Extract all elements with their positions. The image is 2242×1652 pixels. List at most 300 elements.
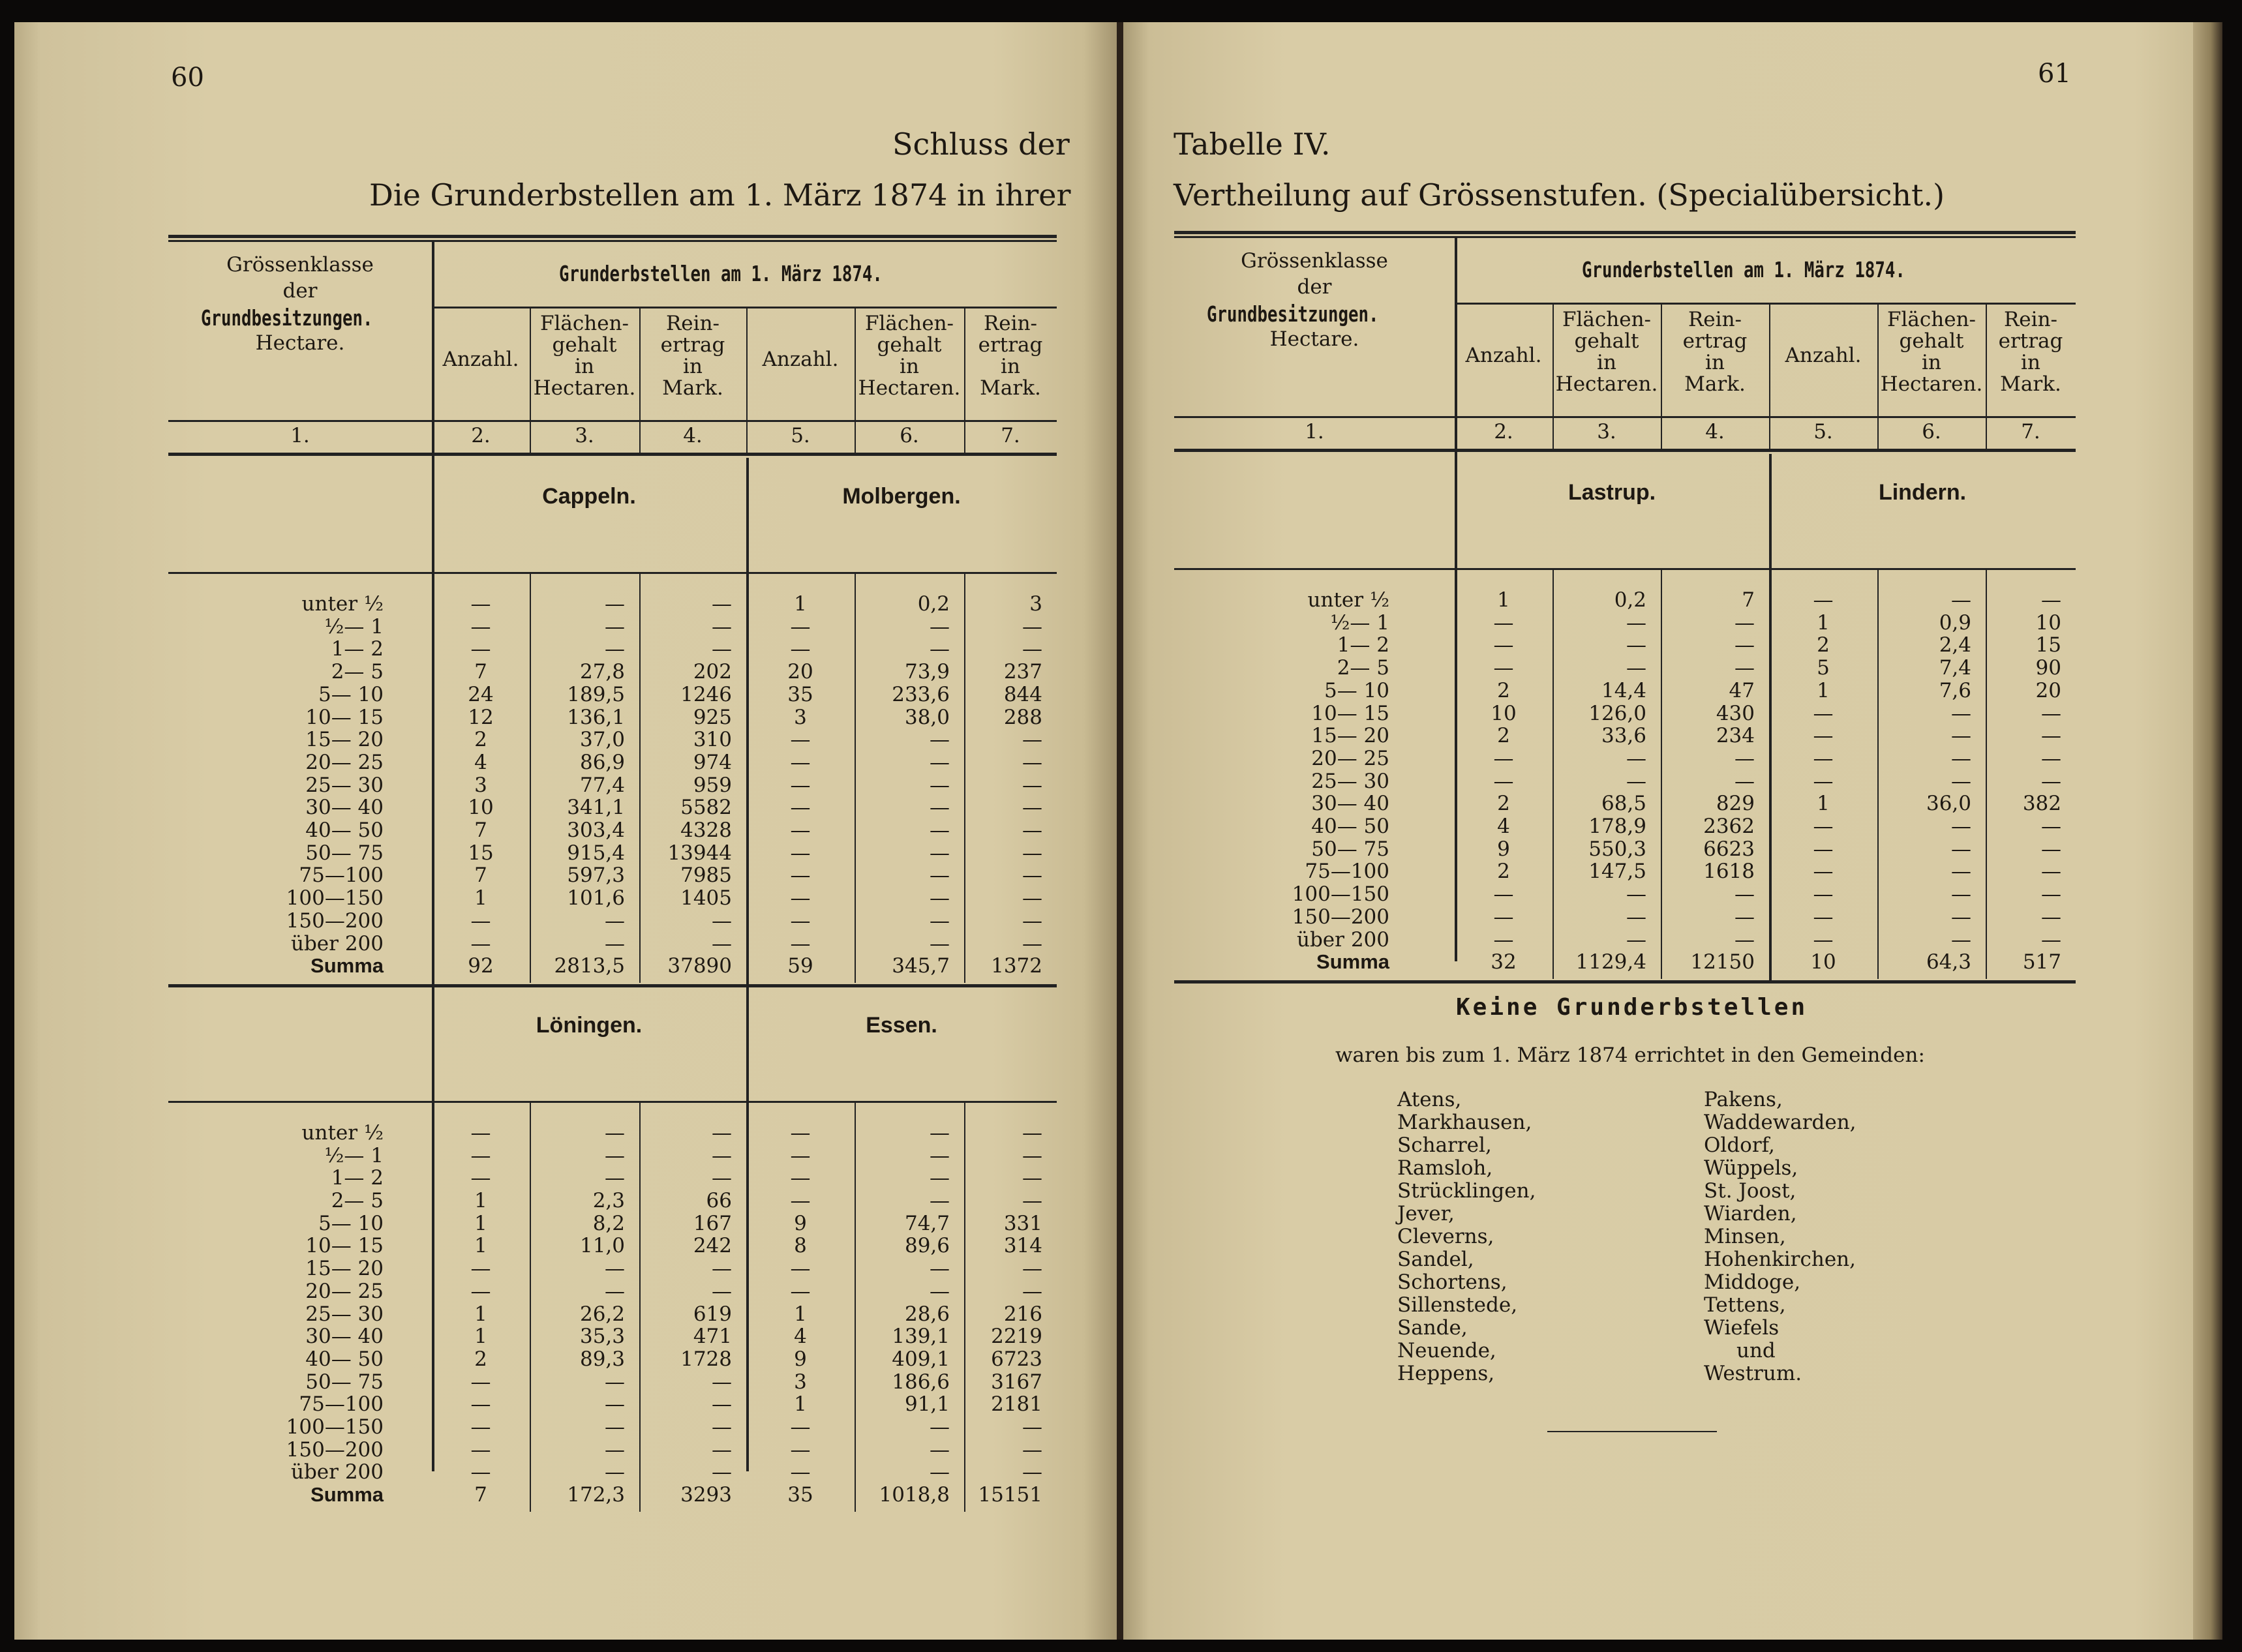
column-number: 6.	[900, 424, 919, 447]
table-cell: 2	[474, 1347, 487, 1371]
table-cell: 3	[1029, 592, 1042, 616]
table-cell: 3167	[991, 1370, 1042, 1394]
table-cell: 202	[693, 660, 732, 684]
size-class-label: 10— 15	[305, 1234, 384, 1258]
table-cell: —	[1022, 1257, 1042, 1281]
table-cell: —	[712, 1166, 732, 1190]
table-cell: —	[930, 931, 950, 955]
header-col1-line2: der	[1297, 275, 1332, 299]
table-cell: —	[790, 637, 811, 661]
number-row-rule	[168, 453, 1057, 456]
table-cell: —	[1022, 864, 1042, 888]
header-col1-line1: Grössenklasse	[1241, 249, 1388, 273]
table-cell: —	[605, 931, 625, 955]
gemeinde-name: Schortens,	[1397, 1270, 1507, 1294]
gemeinde-name: Sillenstede,	[1397, 1293, 1518, 1317]
size-class-label: 25— 30	[1311, 769, 1389, 793]
gemeinde-name: Tettens,	[1704, 1293, 1786, 1317]
header-group: Grunderbstellen am 1. März 1874.	[559, 261, 883, 286]
table-cell: 136,1	[567, 705, 625, 729]
table-cell: —	[605, 1392, 625, 1417]
table-cell: —	[470, 1143, 491, 1167]
gemeinde-name: Sande,	[1397, 1316, 1468, 1340]
table-cell: 2219	[991, 1325, 1042, 1349]
table-cell: —	[1022, 1279, 1042, 1303]
table-cell: —	[930, 818, 950, 842]
table-cell: —	[470, 931, 491, 955]
header-rein: Rein-	[1688, 308, 1742, 331]
table-cell: 341,1	[567, 796, 625, 820]
table-cell: —	[712, 1143, 732, 1167]
header-rein: in	[1705, 351, 1725, 374]
table-cell: 3	[474, 773, 487, 797]
table-cell: —	[2041, 927, 2061, 952]
table-cell: 974	[693, 750, 732, 774]
table-cell: —	[790, 1437, 811, 1462]
number-row-divider	[530, 420, 531, 453]
table-cell: —	[790, 1189, 811, 1212]
table-cell: 1	[474, 886, 487, 910]
table-cell: —	[470, 1370, 491, 1394]
table-cell: —	[1022, 1415, 1042, 1439]
table-cell: 216	[1003, 1302, 1042, 1326]
table-cell: 35	[787, 1483, 813, 1507]
table-cell: 11,0	[579, 1234, 625, 1258]
table-cell: 7	[474, 864, 487, 888]
table-cell: 7,6	[1939, 678, 1971, 702]
summa-label: Summa	[1316, 950, 1389, 974]
size-class-label: 2— 5	[1337, 656, 1389, 680]
table-cell: —	[1022, 796, 1042, 820]
left-title-line2: Die Grunderbstellen am 1. März 1874 in ihrer	[369, 177, 1071, 213]
table-cell: —	[790, 728, 811, 752]
header-col-divider	[530, 307, 531, 420]
size-class-label: 40— 50	[305, 1347, 384, 1371]
table-cell: 92	[468, 954, 494, 978]
table-cell: 233,6	[892, 682, 950, 706]
table-cell: 517	[2022, 950, 2061, 974]
table-cell: 303,4	[567, 818, 625, 842]
table-cell: 14,4	[1601, 678, 1646, 702]
table-cell: —	[790, 818, 811, 842]
table-cell: —	[1493, 746, 1514, 770]
number-row-divider	[746, 420, 748, 453]
table-cell: 7	[474, 1483, 487, 1507]
table-cell: 9	[794, 1347, 807, 1371]
table-cell: —	[1493, 882, 1514, 907]
table-cell: 77,4	[579, 773, 625, 797]
table-cell: 915,4	[567, 841, 625, 865]
size-class-label: 150—200	[286, 909, 384, 933]
table-cell: —	[1493, 610, 1514, 635]
table-cell: —	[1022, 750, 1042, 774]
number-row-divider	[964, 420, 965, 453]
table-cell: 4	[1497, 815, 1510, 838]
table-cell: —	[1022, 1460, 1042, 1484]
section-end-rule	[1174, 980, 2076, 984]
table-cell: 91,1	[904, 1392, 950, 1417]
table-cell: —	[930, 1143, 950, 1167]
table-cell: —	[1022, 614, 1042, 638]
gemeinde-name: Ramsloh,	[1397, 1156, 1493, 1180]
section-rule	[1174, 568, 2076, 570]
table-cell: 66	[706, 1189, 732, 1212]
table-cell: —	[470, 1120, 491, 1145]
table-cell: —	[790, 841, 811, 865]
header-rein: Mark.	[2000, 372, 2061, 396]
column-number: 1.	[290, 424, 310, 447]
table-cell: —	[2041, 724, 2061, 748]
size-class-label: 40— 50	[1311, 815, 1389, 838]
right-title-line1: Tabelle IV.	[1174, 127, 1331, 162]
table-cell: —	[1735, 633, 1755, 657]
table-cell: —	[470, 1460, 491, 1484]
header-col-divider	[1553, 303, 1554, 416]
summa-label: Summa	[311, 1483, 384, 1507]
table-cell: —	[1735, 656, 1755, 680]
table-cell: 2181	[991, 1392, 1042, 1417]
size-class-label: über 200	[1297, 927, 1389, 952]
size-class-label: 5— 10	[318, 1211, 384, 1235]
table-cell: 35,3	[579, 1325, 625, 1349]
header-col1-line3: Grundbesitzungen.	[201, 305, 373, 331]
gemeinde-name: Minsen,	[1704, 1225, 1786, 1248]
table-cell: 20	[787, 660, 813, 684]
gemeinde-name: Sandel,	[1397, 1248, 1474, 1271]
header-rein: ertrag	[978, 333, 1043, 357]
table-cell: —	[930, 864, 950, 888]
table-cell: —	[1951, 724, 1971, 748]
column-number: 5.	[791, 424, 810, 447]
column-number: 5.	[1813, 420, 1833, 443]
size-class-label: über 200	[291, 1460, 384, 1484]
header-bottom-rule	[1174, 416, 2076, 418]
table-cell: —	[930, 841, 950, 865]
header-rein: in	[683, 355, 703, 378]
table-cell: —	[712, 614, 732, 638]
table-cell: 189,5	[567, 682, 625, 706]
table-cell: —	[930, 728, 950, 752]
header-rein: ertrag	[660, 333, 725, 357]
table-cell: —	[790, 614, 811, 638]
size-class-label: 30— 40	[305, 1325, 384, 1349]
table-cell: 597,3	[567, 864, 625, 888]
table-cell: —	[712, 1370, 732, 1394]
column-number: 1.	[1305, 420, 1324, 443]
table-cell: 2	[1497, 678, 1510, 702]
header-flaechen: Hectaren.	[858, 376, 961, 400]
size-class-label: 20— 25	[305, 750, 384, 774]
size-class-label: 30— 40	[305, 796, 384, 820]
table-cell: —	[470, 1415, 491, 1439]
table-cell: 959	[693, 773, 732, 797]
gemeinde-name: Jever,	[1397, 1202, 1455, 1225]
table-cell: —	[470, 614, 491, 638]
table-cell: —	[1813, 701, 1834, 725]
table-cell: —	[1951, 882, 1971, 907]
table-cell: —	[1022, 818, 1042, 842]
gemeinde-name: Neuende,	[1397, 1339, 1496, 1362]
section-rule	[168, 1101, 1057, 1103]
table-cell: 7985	[680, 864, 732, 888]
table-cell: —	[605, 1415, 625, 1439]
header-col-divider	[1986, 303, 1987, 416]
table-cell: —	[2041, 815, 2061, 838]
header-bottom-rule	[168, 420, 1057, 422]
column-number: 6.	[1922, 420, 1941, 443]
table-cell: 9	[794, 1211, 807, 1235]
number-row-rule	[1174, 449, 2076, 452]
table-cell: —	[930, 1437, 950, 1462]
table-cell: 20	[2035, 678, 2061, 702]
table-cell: —	[1735, 927, 1755, 952]
table-cell: —	[1626, 882, 1646, 907]
header-col-divider	[639, 307, 641, 420]
table-cell: —	[790, 1120, 811, 1145]
table-cell: —	[1951, 927, 1971, 952]
gemeinde-name: Scharrel,	[1397, 1134, 1492, 1157]
gemeinde-name: Waddewarden,	[1704, 1111, 1856, 1134]
gemeinde-name: Cleverns,	[1397, 1225, 1494, 1248]
table-cell: 36,0	[1926, 792, 1971, 816]
table-cell: —	[1493, 656, 1514, 680]
table-cell: 844	[1003, 682, 1042, 706]
table-cell: —	[1951, 905, 1971, 929]
table-cell: 0,2	[917, 592, 950, 616]
table-cell: —	[1951, 837, 1971, 861]
table-cell: 1405	[680, 886, 732, 910]
table-cell: —	[1626, 746, 1646, 770]
size-class-label: unter ½	[301, 1120, 384, 1145]
table-cell: 178,9	[1588, 815, 1646, 838]
table-cell: 242	[693, 1234, 732, 1258]
table-cell: 2	[1817, 633, 1830, 657]
table-cell: 5	[1817, 656, 1830, 680]
header-col1-line2: der	[282, 279, 318, 303]
header-flaechen: Flächen-	[864, 312, 954, 335]
header-rein: Rein-	[665, 312, 720, 335]
column-number: 7.	[2021, 420, 2040, 443]
size-class-label: 2— 5	[331, 1189, 384, 1212]
table-cell: 0,2	[1614, 588, 1646, 612]
table-cell: —	[1022, 931, 1042, 955]
table-cell: 1	[474, 1189, 487, 1212]
header-flaechen: Flächen-	[1886, 308, 1977, 331]
table-cell: 126,0	[1588, 701, 1646, 725]
table-cell: 1	[1817, 610, 1830, 635]
table-cell: 172,3	[567, 1483, 625, 1507]
size-class-label: 20— 25	[305, 1279, 384, 1303]
number-row-divider	[1553, 416, 1554, 449]
gemeinde-name: Oldorf,	[1704, 1134, 1775, 1157]
header-rein: Rein-	[983, 312, 1038, 335]
table-cell: 59	[787, 954, 813, 978]
table-cell: —	[605, 1279, 625, 1303]
gemeinde-name: Middoge,	[1704, 1270, 1801, 1294]
table-cell: 33,6	[1601, 724, 1646, 748]
header-group: Grunderbstellen am 1. März 1874.	[1582, 257, 1905, 282]
table-cell: 237	[1003, 660, 1042, 684]
section-title-b: Lindern.	[1878, 480, 1967, 505]
table-cell: —	[712, 1460, 732, 1484]
table-cell: —	[790, 909, 811, 933]
table-cell: 3	[794, 1370, 807, 1394]
table-cell: —	[1022, 637, 1042, 661]
size-class-label: 1— 2	[1337, 633, 1389, 657]
table-cell: —	[1813, 815, 1834, 838]
header-col-divider	[746, 307, 748, 420]
table-cell: —	[2041, 882, 2061, 907]
header-flaechen: gehalt	[1899, 329, 1964, 353]
header-rein: Mark.	[980, 376, 1041, 400]
table-cell: —	[470, 637, 491, 661]
size-class-label: 150—200	[286, 1437, 384, 1462]
table-cell: —	[1813, 769, 1834, 793]
number-row-divider	[1986, 416, 1987, 449]
size-class-label: 10— 15	[305, 705, 384, 729]
gemeinde-name: Westrum.	[1704, 1362, 1802, 1385]
table-cell: —	[605, 614, 625, 638]
size-class-label: 100—150	[286, 886, 384, 910]
number-row-divider	[639, 420, 641, 453]
table-cell: —	[1022, 841, 1042, 865]
table-cell: 1	[1817, 792, 1830, 816]
page-edge	[2193, 22, 2222, 1640]
table-cell: —	[1735, 882, 1755, 907]
table-cell: —	[930, 909, 950, 933]
table-cell: —	[930, 1257, 950, 1281]
table-cell: —	[930, 614, 950, 638]
right-title-line2: Vertheilung auf Grössenstufen. (Specialübersicht.)	[1174, 177, 1945, 213]
keine-heading: Keine Grunderbstellen	[1456, 994, 1808, 1021]
header-col-divider	[1877, 303, 1879, 416]
table-cell: —	[605, 1460, 625, 1484]
table-cell: —	[470, 1279, 491, 1303]
table-cell: —	[790, 1166, 811, 1190]
size-class-label: 1— 2	[331, 1166, 384, 1190]
size-class-label: unter ½	[1307, 588, 1389, 612]
header-anzahl: Anzahl.	[1465, 344, 1542, 367]
size-class-label: 100—150	[1292, 882, 1389, 907]
table-cell: 101,6	[567, 886, 625, 910]
table-cell: 1018,8	[879, 1483, 950, 1507]
table-cell: 10	[2035, 610, 2061, 635]
table-cell: —	[605, 637, 625, 661]
table-cell: 1	[474, 1302, 487, 1326]
table-cell: 7	[474, 818, 487, 842]
header-flaechen: Hectaren.	[1555, 372, 1658, 396]
size-class-label: ½— 1	[324, 614, 384, 638]
table-cell: 829	[1716, 792, 1755, 816]
size-class-label: 25— 30	[305, 773, 384, 797]
size-class-label: 15— 20	[305, 1257, 384, 1281]
table-cell: 3	[794, 705, 807, 729]
table-cell: 32	[1491, 950, 1517, 974]
table-cell: 35	[787, 682, 813, 706]
left-title-line1: Schluss der	[892, 127, 1070, 162]
table-cell: 86,9	[579, 750, 625, 774]
table-cell: —	[1813, 746, 1834, 770]
table-cell: —	[930, 1120, 950, 1145]
header-flaechen: in	[1597, 351, 1616, 374]
table-cell: 2,3	[592, 1189, 625, 1212]
table-cell: 27,8	[579, 660, 625, 684]
table-cell: 619	[693, 1302, 732, 1326]
number-row-divider	[1769, 416, 1770, 449]
size-class-label: 75—100	[1305, 860, 1389, 884]
table-cell: —	[712, 637, 732, 661]
left-page	[14, 22, 1117, 1640]
table-cell: 73,9	[904, 660, 950, 684]
header-flaechen: in	[900, 355, 919, 378]
table-cell: —	[930, 1279, 950, 1303]
summa-label: Summa	[311, 954, 384, 978]
table-cell: 26,2	[579, 1302, 625, 1326]
table-cell: 139,1	[892, 1325, 950, 1349]
table-cell: —	[605, 592, 625, 616]
table-cell: 4	[794, 1325, 807, 1349]
table-cell: 382	[2022, 792, 2061, 816]
size-class-label: 25— 30	[305, 1302, 384, 1326]
table-cell: 37890	[667, 954, 732, 978]
table-cell: —	[712, 1120, 732, 1145]
header-flaechen: Hectaren.	[1880, 372, 1983, 396]
table-cell: 550,3	[1588, 837, 1646, 861]
table-cell: —	[470, 1257, 491, 1281]
table-cell: 409,1	[892, 1347, 950, 1371]
column-number: 2.	[471, 424, 491, 447]
header-flaechen: Flächen-	[539, 312, 629, 335]
gemeinde-name: St. Joost,	[1704, 1179, 1796, 1203]
gemeinde-name: und	[1736, 1339, 1776, 1362]
size-class-label: 1— 2	[331, 637, 384, 661]
table-cell: 12150	[1690, 950, 1755, 974]
table-cell: 74,7	[904, 1211, 950, 1235]
table-cell: 2813,5	[554, 954, 625, 978]
header-flaechen: gehalt	[877, 333, 942, 357]
table-cell: —	[712, 1257, 732, 1281]
table-cell: —	[605, 1370, 625, 1394]
book-spread	[14, 22, 2222, 1640]
size-class-label: 40— 50	[305, 818, 384, 842]
header-flaechen: in	[575, 355, 594, 378]
size-class-label: 150—200	[1292, 905, 1389, 929]
size-class-label: 50— 75	[1311, 837, 1389, 861]
table-cell: —	[1813, 927, 1834, 952]
table-cell: 2	[1497, 860, 1510, 884]
table-cell: —	[1626, 656, 1646, 680]
keine-subtitle: waren bis zum 1. März 1874 errichtet in den Gemeinden:	[1335, 1044, 1925, 1067]
table-cell: 4328	[680, 818, 732, 842]
table-cell: 2	[1497, 792, 1510, 816]
table-cell: —	[930, 1166, 950, 1190]
column-number: 3.	[575, 424, 594, 447]
table-cell: —	[930, 1460, 950, 1484]
header-anzahl: Anzahl.	[1785, 344, 1862, 367]
table-cell: 7	[1742, 588, 1755, 612]
table-cell: —	[1022, 886, 1042, 910]
header-anzahl: Anzahl.	[442, 348, 519, 371]
number-row-divider	[1877, 416, 1879, 449]
table-cell: 2	[1497, 724, 1510, 748]
column-number: 4.	[683, 424, 703, 447]
table-cell: —	[605, 909, 625, 933]
table-cell: —	[605, 1143, 625, 1167]
header-flaechen: gehalt	[552, 333, 617, 357]
table-cell: 6723	[991, 1347, 1042, 1371]
table-cell: 288	[1003, 705, 1042, 729]
number-row-divider	[855, 420, 856, 453]
